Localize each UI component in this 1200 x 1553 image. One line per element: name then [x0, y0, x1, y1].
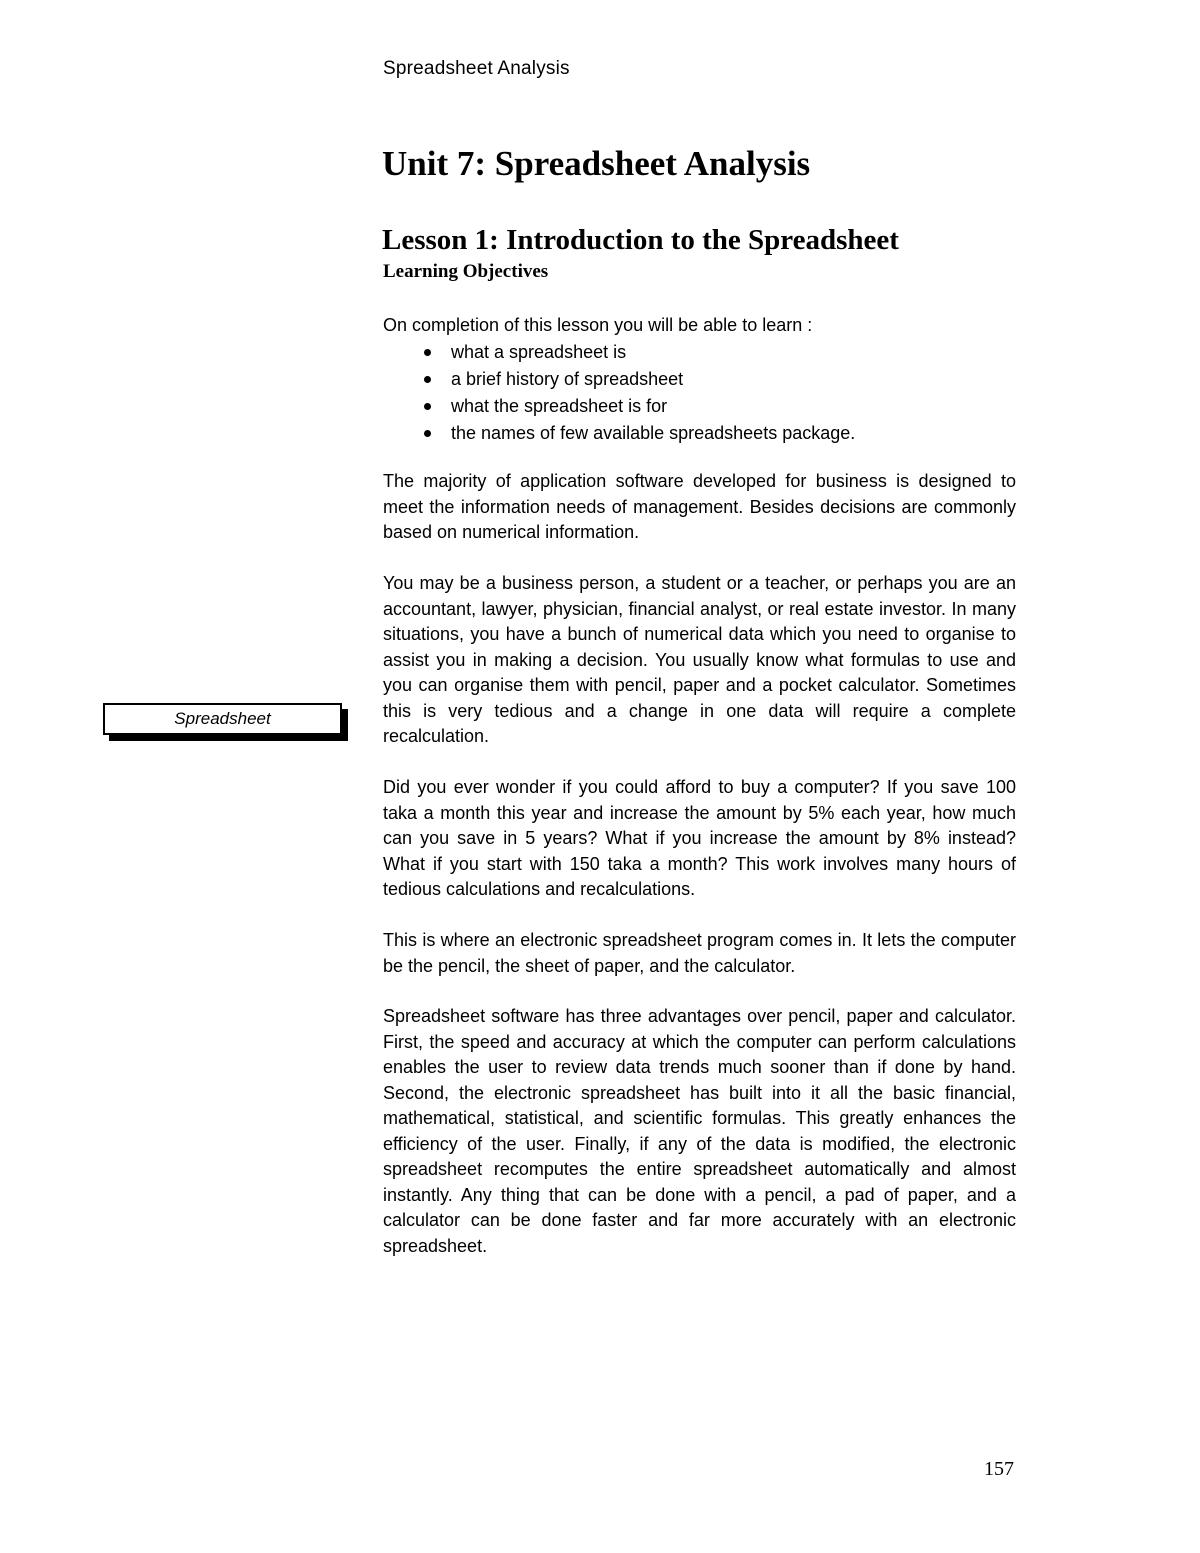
- learning-objectives-heading: Learning Objectives: [383, 261, 549, 282]
- objectives-list: [421, 339, 855, 447]
- paragraph-spreadsheet-program: This is where an electronic spreadsheet program comes in. It lets the computer be the pencil, the sheet of paper, and the calculator.: [383, 930, 1016, 976]
- margin-note-label: Spreadsheet: [174, 709, 271, 728]
- paragraph-business-person: You may be a business person, a student or a teacher, or perhaps you are an accountant, lawyer, physician, financial analyst, or real estate investor. In many situations, you have a bunch of numerical data which you need to organise to assist you in making a decision. You usually know what formulas to use and you can organise them with pencil, paper and a pocket calculator. Sometimes this is very tedious and a change in one data will require a complete recalculation.: [383, 573, 1016, 746]
- list-item: [421, 393, 855, 420]
- objective-text: the names of few available spreadsheets package.: [451, 423, 856, 443]
- bullet-icon: [424, 349, 431, 356]
- objective-text: a brief history of spreadsheet: [451, 369, 684, 389]
- margin-note-box: [103, 703, 342, 735]
- objective-text: what a spreadsheet is: [451, 342, 627, 362]
- list-item: [421, 339, 855, 366]
- objective-text: what the spreadsheet is for: [451, 396, 668, 416]
- unit-title: Unit 7: Spreadsheet Analysis: [382, 144, 811, 183]
- objectives-intro: On completion of this lesson you will be able to learn :: [383, 315, 813, 335]
- running-header: Spreadsheet Analysis: [383, 58, 570, 79]
- lesson-title: Lesson 1: Introduction to the Spreadsheet: [382, 224, 899, 256]
- list-item: [421, 420, 855, 447]
- page-number: 157: [984, 1458, 1014, 1480]
- bullet-icon: [424, 376, 431, 383]
- paragraph-majority: The majority of application software developed for business is designed to meet the information needs of management. Besides decisions are commonly based on numerical information.: [383, 471, 1016, 542]
- bullet-icon: [424, 403, 431, 410]
- list-item: [421, 366, 855, 393]
- paragraph-advantages: Spreadsheet software has three advantages over pencil, paper and calculator. First, the speed and accuracy at which the computer can perform calculations enables the user to review data trends much sooner than if done by hand. Second, the electronic spreadsheet has built into it all the basic financial, mathematical, statistical, and scientific formulas. This greatly enhances the efficiency of the user. Finally, if any of the data is modified, the electronic spreadsheet recomputes the entire spreadsheet automatically and almost instantly. Any thing that can be done with a pencil, a pad of paper, and a calculator can be done faster and far more accurately with an electronic spreadsheet.: [383, 1006, 1016, 1256]
- bullet-icon: [424, 430, 431, 437]
- paragraph-afford-computer: Did you ever wonder if you could afford to buy a computer? If you save 100 taka a month this year and increase the amount by 5% each year, how much can you save in 5 years? What if you increase the amount by 8% instead? What if you start with 150 taka a month? This work involves many hours of tedious calculations and recalculations.: [383, 777, 1016, 899]
